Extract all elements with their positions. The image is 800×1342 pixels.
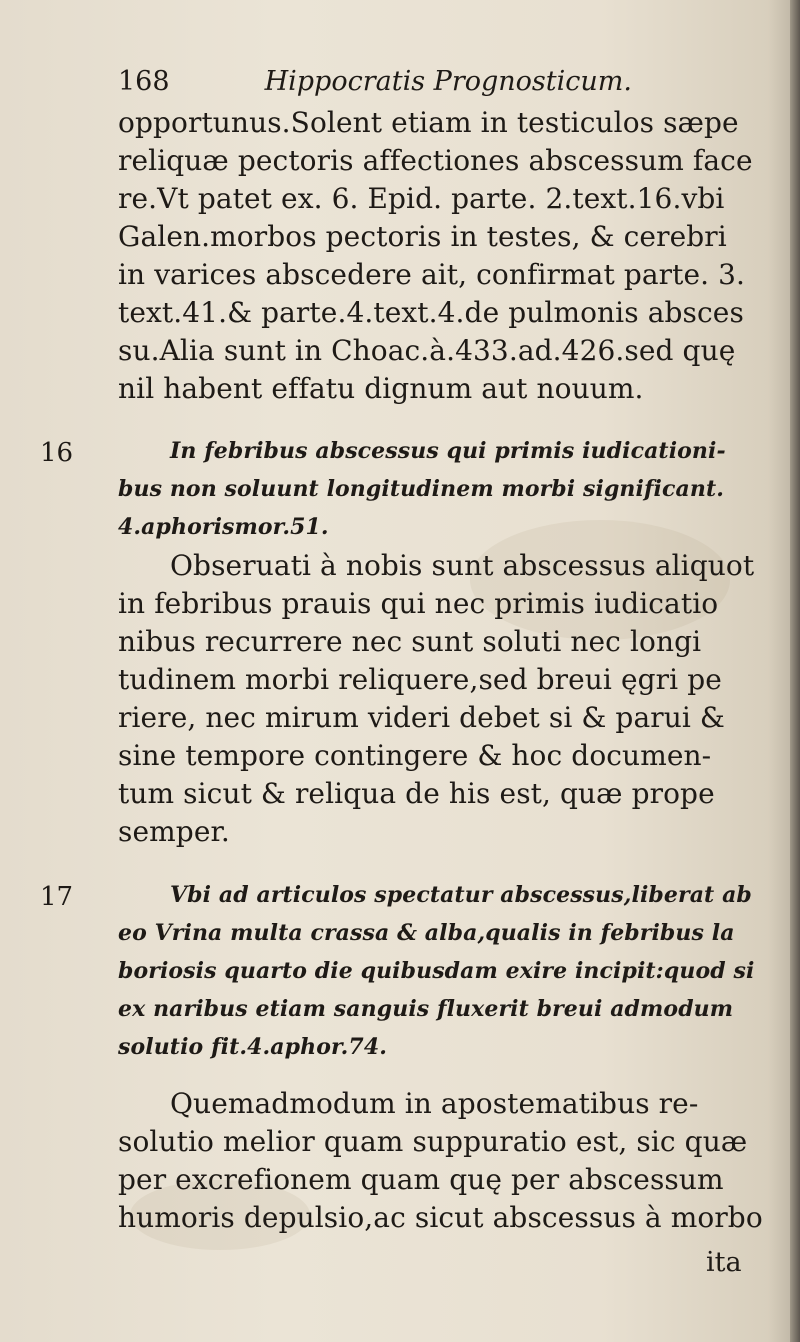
- catchword: ita: [706, 1247, 742, 1278]
- text-line: Quemadmodum in apostematibus re-: [170, 1087, 699, 1120]
- text-line: text.41.& parte.4.text.4.de pulmonis absces: [118, 296, 744, 329]
- text-line: Obseruati à nobis sunt abscessus aliquot: [170, 549, 755, 582]
- paragraph-top: [118, 104, 780, 408]
- aphorism-16: [118, 432, 780, 546]
- text-line: nil habent effatu dignum aut nouum.: [118, 372, 644, 405]
- text-line: semper.: [118, 815, 230, 848]
- text-line: riere, nec mirum videri debet si & parui &: [118, 701, 725, 734]
- aphorism-line: In febribus abscessus qui primis iudicationi-: [170, 438, 726, 464]
- aphorism-line: ex naribus etiam sanguis fluxerit breui admodum: [118, 996, 734, 1022]
- margin-number-16: 16: [40, 438, 74, 468]
- text-line: sine tempore contingere & hoc documen-: [118, 739, 712, 772]
- text-line: tudinem morbi reliquere,sed breui ęgri pe: [118, 663, 722, 696]
- text-line: nibus recurrere nec sunt soluti nec longi: [118, 625, 702, 658]
- commentary-17: [118, 1085, 780, 1237]
- book-spine-shadow: [790, 0, 800, 1342]
- aphorism-line: bus non soluunt longitudinem morbi significant.: [118, 476, 724, 502]
- text-line: Galen.morbos pectoris in testes, & cerebri: [118, 220, 727, 253]
- aphorism-line: 4.aphorismor.51.: [118, 514, 329, 540]
- running-title: Hippocratis Prognosticum.: [264, 66, 632, 97]
- text-line: in febribus prauis qui nec primis iudicatio: [118, 587, 719, 620]
- aphorism-line: Vbi ad articulos spectatur abscessus,liberat ab: [170, 882, 752, 908]
- aphorism-line: solutio fit.4.aphor.74.: [118, 1034, 387, 1060]
- page-number: 168: [118, 66, 170, 97]
- text-line: re.Vt patet ex. 6. Epid. parte. 2.text.16.vbi: [118, 182, 725, 215]
- aphorism-17: [118, 876, 780, 1066]
- text-line: solutio melior quam suppuratio est, sic quæ: [118, 1125, 748, 1158]
- text-line: per excrefionem quam quę per abscessum: [118, 1163, 724, 1196]
- commentary-16: [118, 547, 780, 851]
- text-line: humoris depulsio,ac sicut abscessus à morbo: [118, 1201, 763, 1234]
- text-line: in varices abscedere ait, confirmat parte. 3.: [118, 258, 746, 291]
- text-line: su.Alia sunt in Choac.à.433.ad.426.sed quę: [118, 334, 736, 367]
- text-line: reliquæ pectoris affectiones abscessum face: [118, 144, 753, 177]
- text-line: tum sicut & reliqua de his est, quæ prope: [118, 777, 715, 810]
- page-header: [118, 62, 758, 102]
- text-line: opportunus.Solent etiam in testiculos sæpe: [118, 106, 739, 139]
- margin-number-17: 17: [40, 882, 74, 912]
- aphorism-line: boriosis quarto die quibusdam exire incipit:quod si: [118, 958, 755, 984]
- aphorism-line: eo Vrina multa crassa & alba,qualis in febribus la: [118, 920, 735, 946]
